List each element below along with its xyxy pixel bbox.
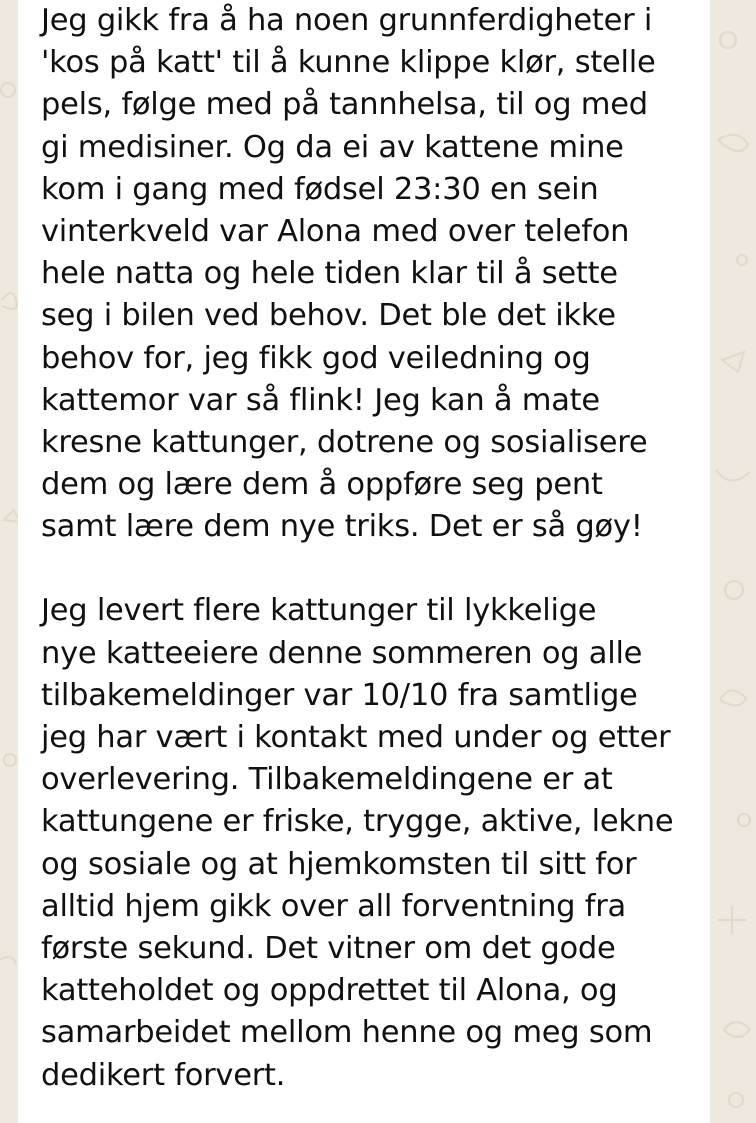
message-line: nye katteeiere denne sommeren og alle [41,635,643,671]
message-line: kattungene er friske, trygge, aktive, lekne [41,804,674,840]
message-line: samarbeidet mellom henne og meg som [41,1015,653,1051]
message-line: Jeg gikk fra å ha noen grunnferdigheter i [41,3,653,38]
message-line: jeg har vært i kontakt med under og etter [41,720,671,755]
message-paragraph-2 [41,590,710,1096]
message-bubble [18,0,710,1123]
message-line: alltid hjem gikk over all forventning fra [41,888,626,924]
message-line: og sosiale og at hjemkomsten til sitt for [41,846,637,882]
message-line: dem og lære dem å oppføre seg pent [41,467,603,503]
message-line: Jeg levert flere kattunger til lykkelige [41,593,597,629]
message-line: behov for, jeg fikk god veiledning og [41,340,591,376]
message-line: kresne kattunger, dotrene og sosialisere [41,424,648,460]
message-line: overlevering. Tilbakemeldingene er at [41,762,613,798]
message-line: samt lære dem nye triks. Det er så gøy! [41,509,643,545]
message-line: hele natta og hele tiden klar til å sette [41,256,618,292]
message-line: dedikert forvert. [41,1057,286,1093]
message-line: kom i gang med fødsel 23:30 en sein [41,171,599,207]
message-line: tilbakemeldinger var 10/10 fra samtlige [41,677,638,713]
message-line: første sekund. Det vitner om det gode [41,930,616,966]
message-line: 'kos på katt' til å kunne klippe klør, stelle [41,45,656,81]
message-line: pels, følge med på tannhelsa, til og med [41,87,648,123]
paragraph-spacer [41,548,710,590]
message-line: vinterkveld var Alona med over telefon [41,213,630,249]
message-line: katteholdet og oppdrettet til Alona, og [41,973,618,1009]
message-paragraph-1 [41,0,710,548]
message-line: seg i bilen ved behov. Det ble det ikke [41,298,616,334]
message-line: gi medisiner. Og da ei av kattene mine [41,129,624,165]
message-line: kattemor var så flink! Jeg kan å mate [41,382,600,418]
